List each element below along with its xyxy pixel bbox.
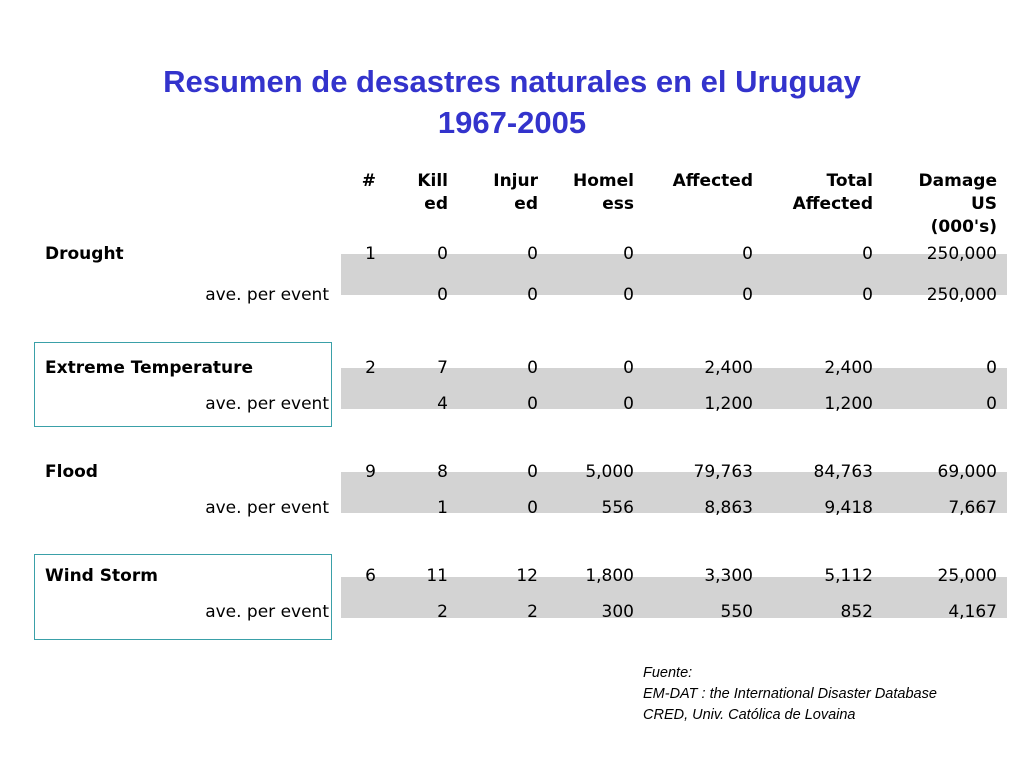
cell-homeless: 0 [623,358,634,378]
page-subtitle-years: 1967-2005 [437,105,587,140]
cell-injured: 0 [527,358,538,378]
average-label: ave. per event [205,285,329,305]
cell-homeless: 300 [601,602,634,622]
cell-total-affected: 84,763 [813,462,873,482]
cell-killed: 0 [437,244,448,264]
cell-damage: 25,000 [937,566,997,586]
header-killed: Kill ed [417,171,448,214]
cell-total-affected: 0 [862,285,873,305]
cell-total-affected: 852 [840,602,873,622]
cell-injured: 0 [527,394,538,414]
cell-damage: 250,000 [926,285,997,305]
cell-killed: 2 [437,602,448,622]
header-count: # [361,171,376,191]
average-label: ave. per event [205,498,329,518]
cell-killed: 7 [437,358,448,378]
cell-damage: 4,167 [948,602,997,622]
cell-total-affected: 0 [862,244,873,264]
source-institution: CRED, Univ. Católica de Lovaina [643,707,856,723]
cell-homeless: 0 [623,285,634,305]
cell-injured: 2 [527,602,538,622]
cell-affected: 0 [742,285,753,305]
cell-killed: 0 [437,285,448,305]
cell-affected: 79,763 [693,462,753,482]
cell-damage: 250,000 [926,244,997,264]
cell-killed: 1 [437,498,448,518]
cell-total-affected: 1,200 [824,394,873,414]
source-database: EM-DAT : the International Disaster Database [643,686,937,702]
cell-affected: 3,300 [704,566,753,586]
cell-total-affected: 5,112 [824,566,873,586]
header-injured: Injur ed [493,171,538,214]
category-label: Flood [45,462,98,482]
header-damage: Damage US (000's) [918,171,997,237]
cell-homeless: 0 [623,244,634,264]
cell-homeless: 1,800 [585,566,634,586]
cell-count: 6 [365,566,376,586]
category-label: Wind Storm [45,566,158,586]
header-affected: Affected [672,171,753,191]
cell-killed: 11 [426,566,448,586]
cell-damage: 0 [986,358,997,378]
cell-affected: 2,400 [704,358,753,378]
cell-killed: 4 [437,394,448,414]
cell-count: 9 [365,462,376,482]
page-title: Resumen de desastres naturales en el Uruguay [163,64,861,99]
cell-injured: 0 [527,462,538,482]
cell-total-affected: 2,400 [824,358,873,378]
cell-count: 1 [365,244,376,264]
cell-homeless: 0 [623,394,634,414]
source-label: Fuente: [643,665,693,681]
cell-homeless: 556 [601,498,634,518]
category-label: Drought [45,244,124,264]
cell-killed: 8 [437,462,448,482]
average-label: ave. per event [205,394,329,414]
cell-injured: 12 [516,566,538,586]
cell-affected: 550 [720,602,753,622]
header-homeless: Homel ess [573,171,634,214]
cell-affected: 8,863 [704,498,753,518]
header-total-affected: Total Affected [792,171,873,214]
cell-injured: 0 [527,285,538,305]
category-label: Extreme Temperature [45,358,254,378]
cell-affected: 1,200 [704,394,753,414]
cell-damage: 0 [986,394,997,414]
cell-total-affected: 9,418 [824,498,873,518]
average-label: ave. per event [205,602,329,622]
cell-count: 2 [365,358,376,378]
cell-homeless: 5,000 [585,462,634,482]
cell-damage: 69,000 [937,462,997,482]
cell-damage: 7,667 [948,498,997,518]
cell-injured: 0 [527,244,538,264]
cell-injured: 0 [527,498,538,518]
source-citation [643,663,937,726]
cell-affected: 0 [742,244,753,264]
